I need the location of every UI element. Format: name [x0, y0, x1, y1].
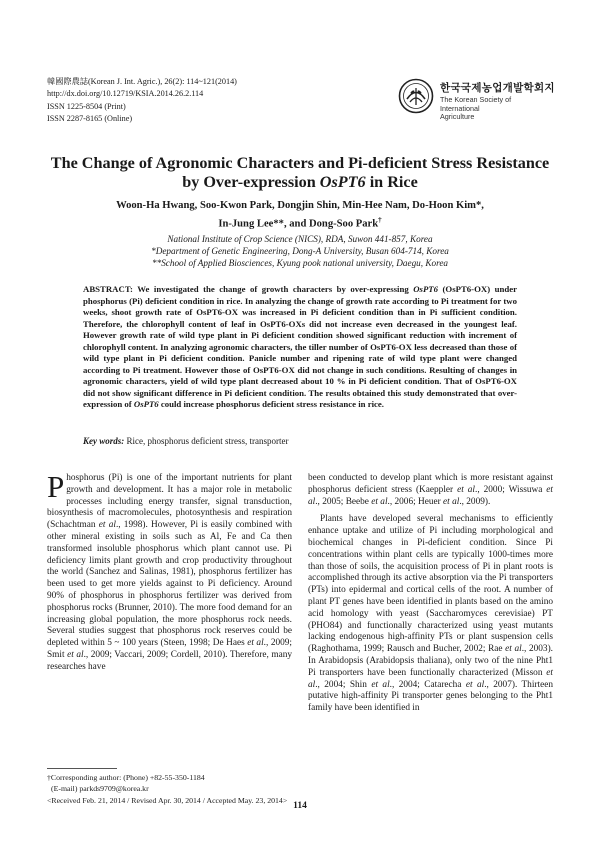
page-number: 114: [293, 801, 307, 811]
keywords-text: Rice, phosphorus deficient stress, transporter: [124, 436, 289, 446]
p2-text-b: ., 2003). In Arabidopsis (Arabidopsis thaliana), only two of the nine Pht1 Pi transporters have been functionally characterized (Misson: [308, 644, 554, 678]
intro-text-b: ., 1998). However, Pi is easily combined with other mineral existing in soils such as Al, Fe and Ca then transformed insoluble phosphorus which plant cannot use. Pi deficiency limits plant growth and crop productivity throughout the world (Sanchez and Salinas, 1981), phosphorus fertilizer has been used to get more yields against to Pi deficiency. Around 90% of phosphorus in phosphorus fertilizer was derived from phosphorus rocks (Brunner, 2010). The more food demand for an increasing global population, the more phosphorus rock needs. Several studies suggest that phosphorus rock reserves could be depleted within 5 ~ 100 years (Steen, 1998; De Haes: [47, 520, 293, 649]
footnote-rule: [47, 768, 117, 769]
etal: et al: [98, 520, 116, 531]
authors-line1: Woon-Ha Hwang, Soo-Kwon Park, Dongjin Shin, Min-Hee Nam, Do-Hoon Kim*,: [116, 200, 484, 211]
received-dates: <Received Feb. 21, 2014 / Revised Apr. 30, 2014 / Accepted May. 23, 2014>: [47, 795, 288, 805]
etal: et al: [371, 496, 388, 507]
etal: et al: [371, 679, 390, 690]
abstract-text-2: (OsPT6-OX) under phosphorus (Pi) deficient condition in rice. In analyzing the change of growth rate according to Pi treatment for two weeks, shoot growth rate of OsPT6-OX was increased in Pi deficient condition than in Pi sufficient condition. Therefore, the chlorophyll content of leaf in OsPT6-OXs did not increase even decreased in the youngest leaf. However growth rate of wild type plant in Pi deficient condition showed significant reduction with increment of chlorophyll content. In analyzing agronomic characters, the tiller number of OsPT6-OX less decreased than those of wild type plant in Pi deficient condition. Panicle number and ripening rate of wild type plant were changed according to Pi treatment. However those of OsPT6-OX did not change in such conditions. Resulting of changes in agronomic characters, yield of wild type plant decreased about 10 % in Pi deficient condition. That of OsPT6-OX did not show significant difference in Pi deficient condition. The results obtained this study demonstrated that over-expression of: [83, 284, 517, 410]
title-line2-post: in Rice: [365, 173, 418, 191]
abstract-text-3: could increase phosphorus deficient stress resistance in rice.: [158, 399, 384, 410]
affiliations: [40, 233, 560, 269]
society-name-english: [440, 96, 548, 122]
article-title: [40, 154, 560, 192]
journal-header: [47, 76, 237, 126]
society-name-korean: 한국국제농업개발학회지: [440, 82, 555, 94]
p2-text-a: Plants have developed several mechanisms to efficiently enhance uptake and utilize of Pi including morphological and biochemical changes in Pi-deficient condition. Since Pi concentrations within plant cells are typically 1000-times more than those of soils, the acquisition process of Pi in plant roots is accomplished through its active absorption via the Pi transporters (PTs) into epidermal and cortical cells of the root. A number of plant PT genes have been identified in plants based on the amino acid homology with yeast (Saccharomyces cerevisiae) PT (PHO84) and functionally characterized using yeast mutants lacking endogenous high-affinity PTs or plant suspension cells (Raghothama, 1999; Rausch and Bucher, 2002; Rae: [308, 514, 553, 655]
intro-paragraph-1: [47, 469, 293, 674]
intro-text-a: hosphorus (Pi) is one of the important nutrients for plant growth and development. It has a major role in metabolic processes including energy transfer, signal transduction, biosynthesis of macromolecules, photosynthesis and respiration (Schachtman: [47, 473, 292, 531]
title-line1: The Change of Agronomic Characters and Pi-deficient Stress Resistance: [50, 154, 550, 172]
title-line2-pre: by Over-expression: [182, 173, 320, 191]
corresponding-email[interactable]: (E-mail) parkds9709@korea.kr: [51, 784, 149, 794]
etal: et al: [465, 679, 485, 690]
abstract: [83, 284, 517, 411]
intro-text-c: ., 2009; Smit: [47, 638, 293, 660]
p2-text-c: ., 2004; Shin: [315, 679, 372, 690]
abstract-text-1: We investigated the change of growth characters by over-expressing: [132, 284, 414, 294]
etal: et al: [247, 638, 264, 649]
etal: et al: [457, 484, 476, 495]
corresponding-mark: †: [378, 216, 382, 224]
title-line2: [40, 173, 560, 192]
authors-line2-text: In-Jung Lee**, and Dong-Soo Park: [218, 218, 379, 230]
etal: et al: [67, 649, 84, 660]
body-column-left: [47, 469, 293, 674]
keywords: [83, 435, 517, 447]
keywords-label: Key words:: [83, 436, 125, 446]
society-name-english-line1: The Korean Society of International: [440, 95, 512, 113]
issn-online: ISSN 2287-8165 (Online): [47, 114, 133, 124]
society-emblem-icon: [398, 78, 434, 114]
issn-print: ISSN 1225-8504 (Print): [47, 101, 126, 111]
etal: et al: [308, 484, 554, 507]
cont-text-a: been conducted to develop plant which is more resistant against phosphorus deficient stress (Kaeppler: [308, 473, 553, 495]
etal: et al: [505, 644, 522, 655]
doi-link[interactable]: http://dx.doi.org/10.12719/KSIA.2014.26.2.114: [47, 89, 204, 99]
etal: et al: [308, 667, 553, 690]
abstract-label: ABSTRACT:: [83, 284, 133, 294]
abstract-gene-1: OsPT6: [413, 284, 439, 294]
cont-text-e: ., 2009).: [459, 496, 491, 507]
cont-text-c: ., 2005; Beebe: [315, 496, 372, 507]
society-name-english-line2: Agriculture: [440, 112, 475, 122]
affiliation-3: **School of Applied Biosciences, Kyung pook national university, Daegu, Korea: [152, 258, 448, 268]
author-list: [40, 199, 560, 232]
intro-text-d: ., 2009; Vaccari, 2009; Cordell, 2010). Therefore, many researches have: [47, 649, 293, 672]
affiliation-2: *Department of Genetic Engineering, Dong-A University, Busan 604-714, Korea: [151, 246, 449, 256]
abstract-gene-2: OsPT6: [133, 399, 159, 410]
intro-paragraph-2: [308, 514, 553, 715]
cont-text-b: ., 2000; Wissuwa: [475, 484, 547, 495]
society-logo: [398, 78, 555, 122]
etal: et al: [443, 496, 460, 507]
body-column-right: [308, 473, 553, 715]
authors-line2: [40, 213, 560, 232]
title-gene-name: OsPT6: [319, 173, 366, 191]
corresponding-author: †Corresponding author: (Phone) +82-55-350-1184: [47, 773, 205, 782]
journal-citation: 韓國際農誌(Korean J. Int. Agric.), 26(2): 114~121(2014): [47, 77, 237, 86]
p2-text-d: ., 2004; Catarecha: [389, 679, 466, 690]
intro-paragraph-1-cont: [308, 473, 553, 508]
affiliation-1: National Institute of Crop Science (NICS), RDA, Suwon 441-857, Korea: [167, 234, 433, 244]
cont-text-d: ., 2006; Heuer: [387, 496, 444, 507]
p2-text-e: ., 2007). Thirteen putative high-affinity Pi transporter genes belonging to the Pht1 family have been identified in: [308, 679, 553, 714]
drop-cap: P: [47, 469, 65, 504]
